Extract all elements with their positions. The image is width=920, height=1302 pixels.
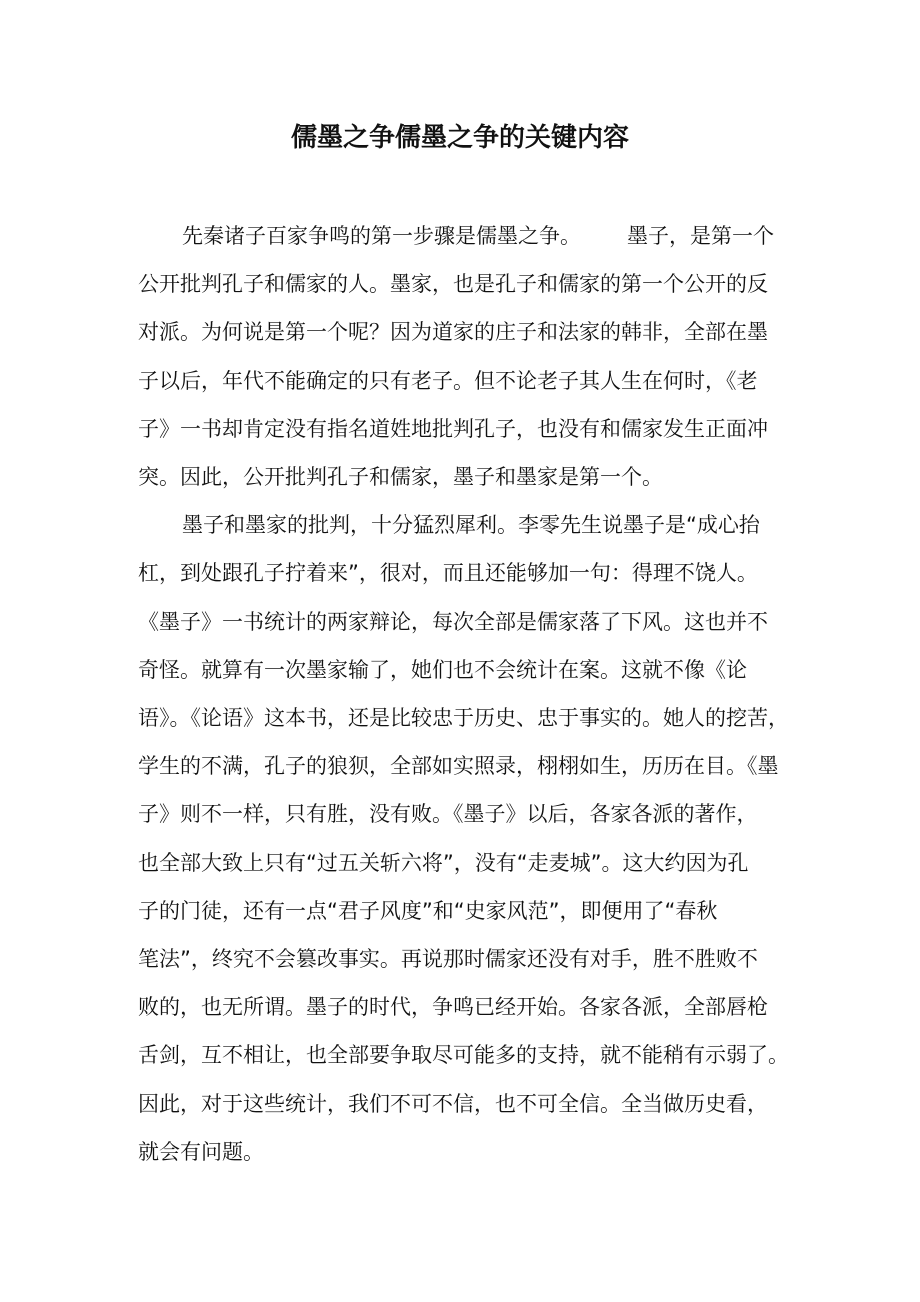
text-line: 子以后，年代不能确定的只有老子。但不论老子其人生在何时，《老 (138, 368, 758, 393)
text-line: 杠，到处跟孔子拧着来”，很对，而且还能够加一句：得理不饶人。 (138, 561, 758, 586)
paragraph-2 (138, 501, 792, 1176)
document-title: 儒墨之争儒墨之争的关键内容 (290, 123, 629, 153)
text-line: 《墨子》一书统计的两家辩论，每次全部是儒家落了下风。这也并不 (138, 609, 768, 634)
document-body (138, 212, 792, 1176)
text-line: 因此，对于这些统计，我们不可不信，也不可全信。全当做历史看， (138, 1091, 768, 1116)
text-line: 公开批判孔子和儒家的人。墨家，也是孔子和儒家的第一个公开的反 (138, 272, 768, 297)
text-line: 子》则不一样，只有胜，没有败。《墨子》以后，各家各派的著作， (138, 802, 758, 827)
text-line: 学生的不满，孔子的狼狈，全部如实照录，栩栩如生，历历在目。《墨 (138, 754, 779, 779)
text-line: 笔法”，终究不会篡改事实。再说那时儒家还没有对手，胜不胜败不 (138, 947, 758, 972)
text-line: 墨子和墨家的批判，十分猛烈犀利。李零先生说墨子是“成心抬 (182, 513, 760, 538)
text-line: 也全部大致上只有“过五关斩六将”，没有“走麦城”。这大约因为孔 (138, 850, 749, 875)
text-line: 突。因此，公开批判孔子和儒家，墨子和墨家是第一个。 (138, 465, 663, 490)
text-segment: 墨子，是第一个 (627, 224, 774, 248)
text-line: 奇怪。就算有一次墨家输了，她们也不会统计在案。这就不像《论 (138, 657, 747, 682)
text-line: 语》。《论语》这本书，还是比较忠于历史、忠于事实的。她人的挖苦， (138, 706, 789, 731)
paragraph-1 (138, 212, 792, 501)
text-line (138, 212, 792, 260)
text-line: 对派。为何说是第一个呢？因为道家的庄子和法家的韩非，全部在墨 (138, 320, 768, 345)
text-line: 败的，也无所谓。墨子的时代，争鸣已经开始。各家各派，全部唇枪 (138, 995, 768, 1020)
text-line: 舌剑，互不相让，也全部要争取尽可能多的支持，就不能稍有示弱了。 (138, 1043, 789, 1068)
text-line: 就会有问题。 (138, 1139, 264, 1164)
text-segment: 先秦诸子百家争鸣的第一步骤是儒墨之争。 (182, 224, 581, 248)
text-line: 子的门徒，还有一点“君子风度”和“史家风范”，即便用了“春秋 (138, 898, 718, 923)
text-line: 子》一书却肯定没有指名道姓地批判孔子，也没有和儒家发生正面冲 (138, 416, 768, 441)
